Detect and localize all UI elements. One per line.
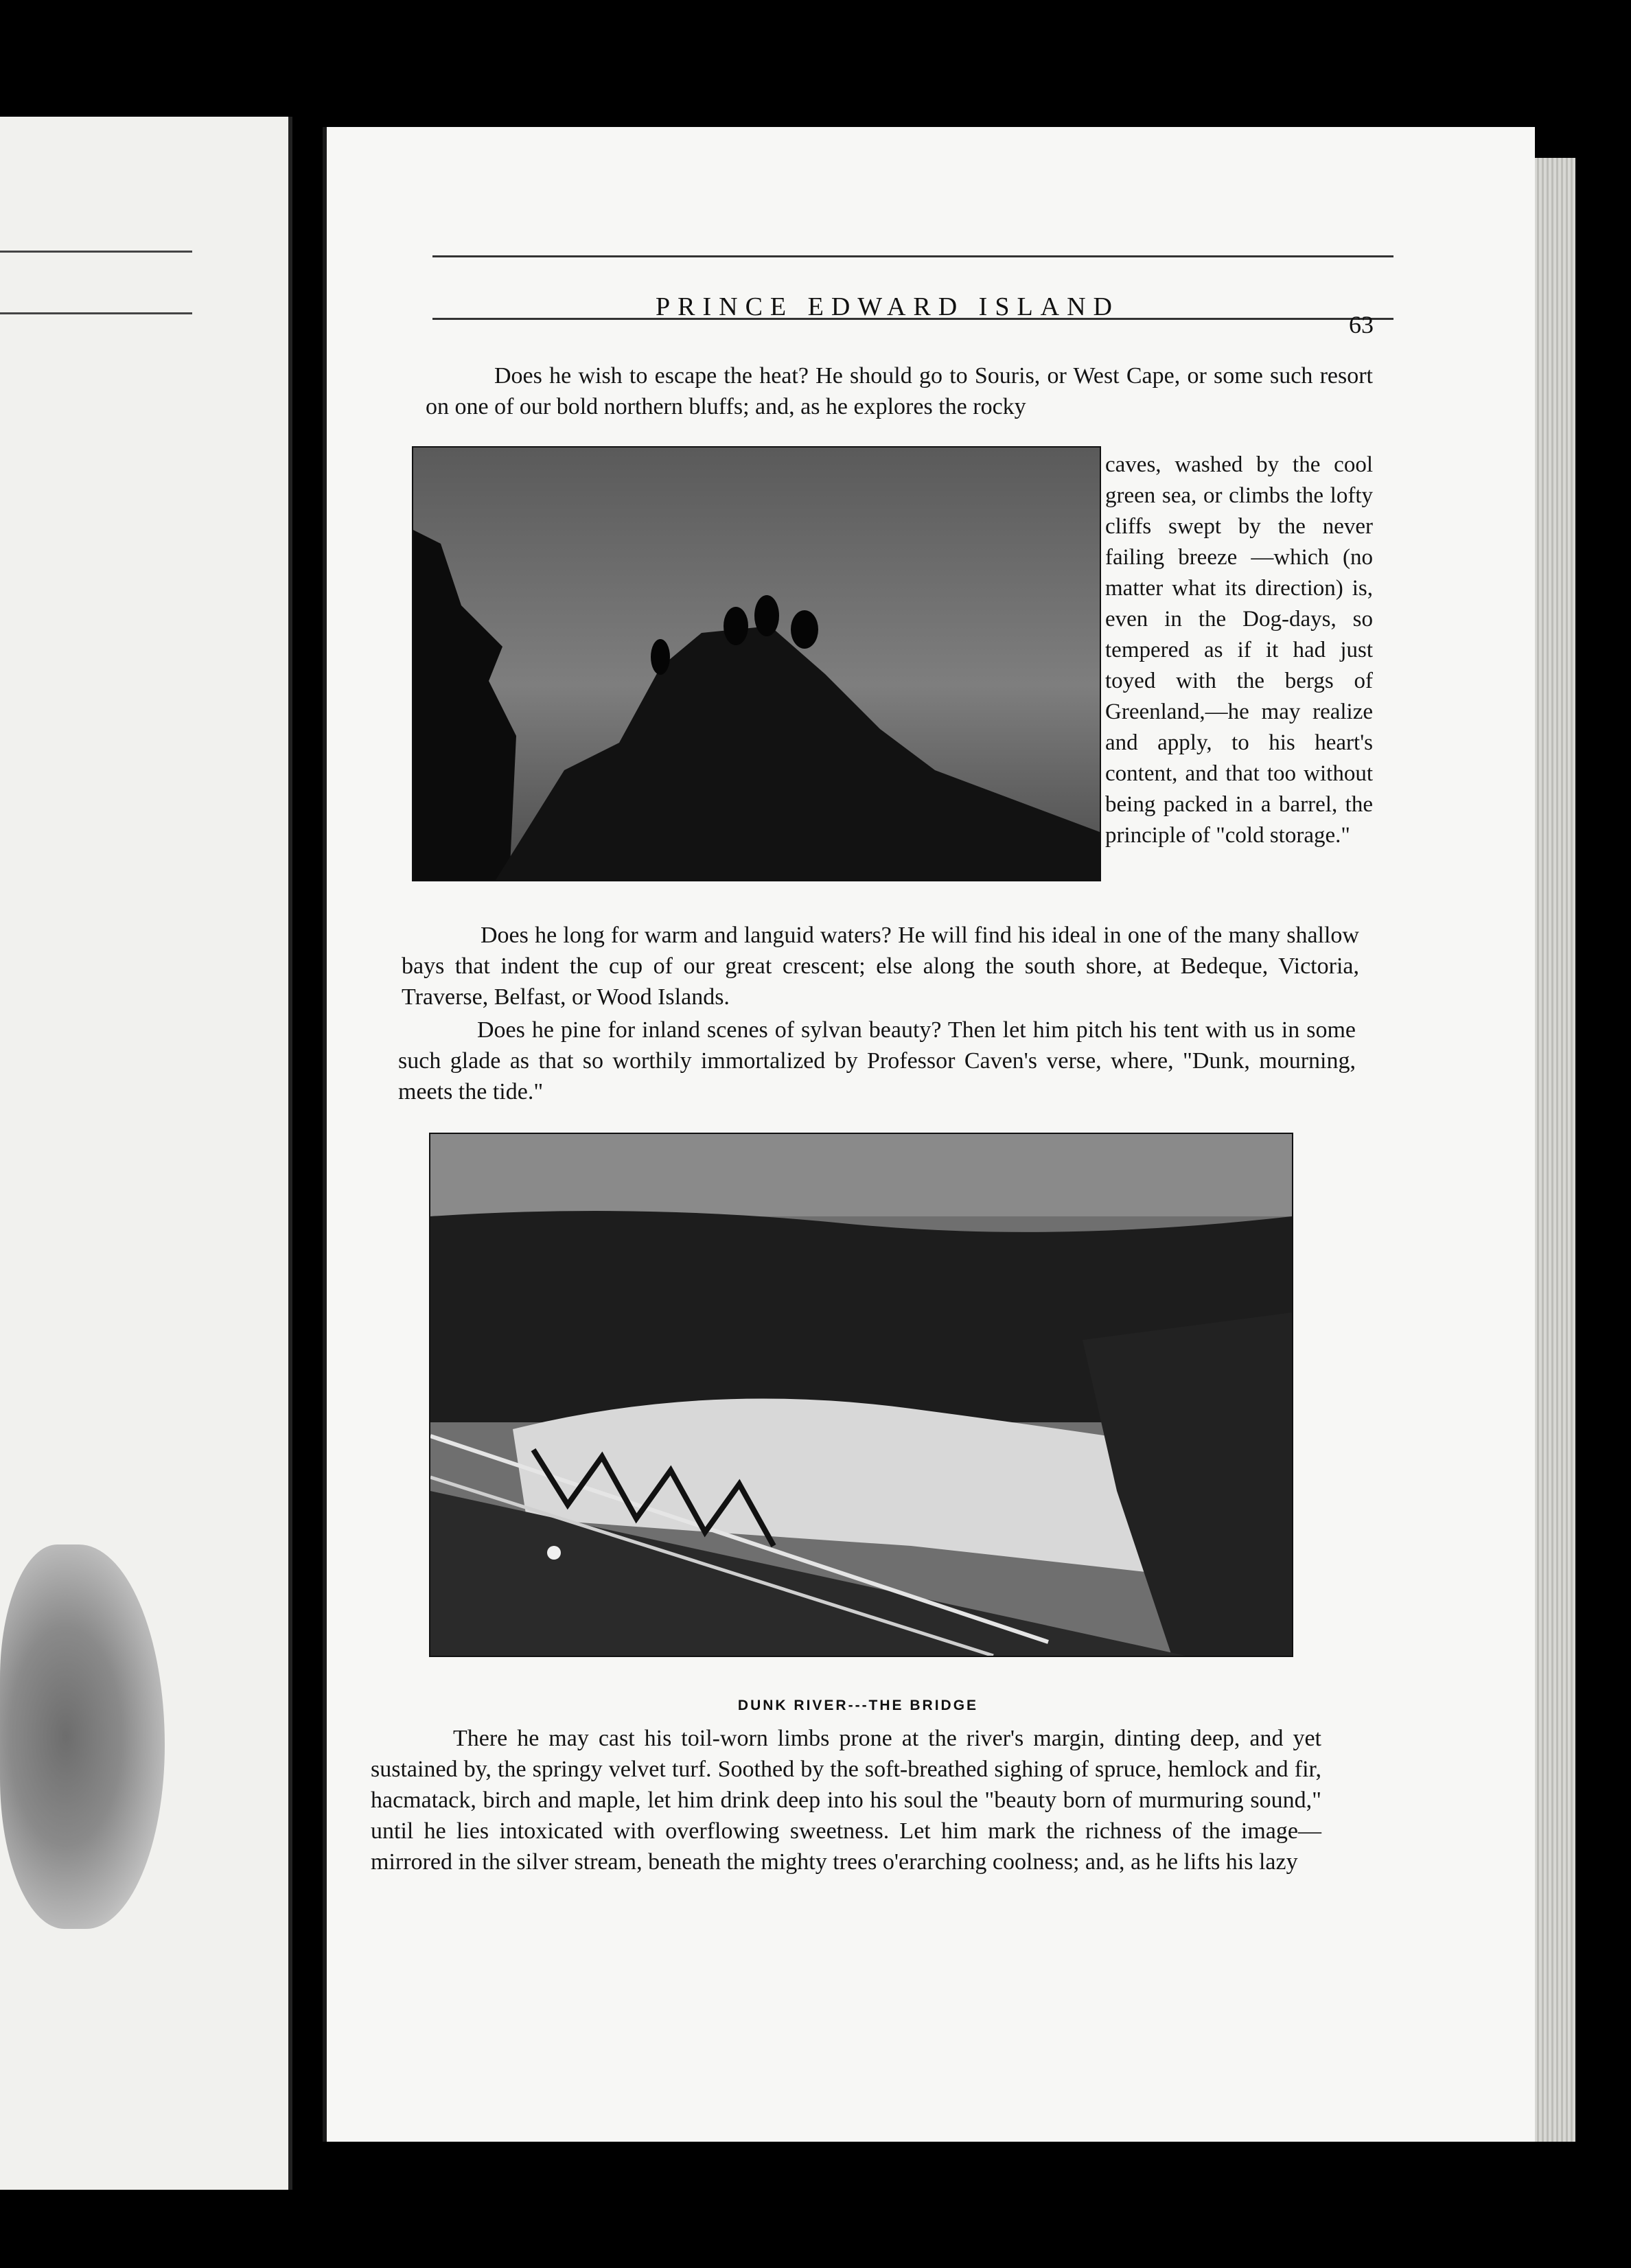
page-number: 63 xyxy=(1349,311,1374,338)
paragraph-river-margin: There he may cast his toil-worn limbs prone at the river's margin, dinting deep, and yet sustained by, the springy velvet turf. Soothed by the soft-breathed sighing of spruce, hemlock and fir, hacmatack, birch and maple, let him drink deep into his soul the "beauty born of murmuring sound," until he lies intoxicated with overflowing sweetness. Let him mark the richness of the image—mirrored in the silver stream, beneath the mighty trees o'erarching coolness; and, as he lifts his lazy xyxy=(371,1726,1321,1875)
paragraph-wrap-text: caves, washed by the cool green sea, or climbs the lofty cliffs swept by the never failing breeze —which (no matter what its direction) is, even in the Dog-days, so tempered as if it had just toyed with the bergs of Greenland,—he may realize and apply, to his heart's content, and that too without being packed in a barrel, the principle of "cold storage." xyxy=(1105,452,1373,848)
left-page xyxy=(0,117,292,2190)
header-rule-top xyxy=(432,255,1393,257)
paragraph-warm-waters: Does he long for warm and languid waters? He will find his ideal in one of the many shallow bays that indent the cup of our great crescent; else along the south shore, at Bedeque, Victoria, Traverse, Belfast, or Wood Islands. xyxy=(402,923,1359,1010)
paragraph-escape-heat: Does he wish to escape the heat? He should go to Souris, or West Cape, or some such resort on one of our bold northern bluffs; and, as he explores the rocky xyxy=(426,363,1373,419)
bridge-photo-image xyxy=(430,1134,1292,1656)
left-page-rule xyxy=(0,251,192,253)
cliff-photo-image xyxy=(413,448,1100,880)
left-page-rule xyxy=(0,312,192,314)
water-stain xyxy=(0,1544,165,1929)
bridge-photograph xyxy=(429,1133,1293,1657)
paragraph-sylvan-beauty: Does he pine for inland scenes of sylvan beauty? Then let him pitch his tent with us in some such glade as that so worthily immortalized by Professor Caven's verse, where, "Dunk, mourning, meets the tide." xyxy=(398,1017,1356,1104)
figure-caption: DUNK RIVER---THE BRIDGE xyxy=(737,1698,979,1713)
cliff-photograph xyxy=(412,446,1101,881)
running-head: PRINCE EDWARD ISLAND xyxy=(656,292,1120,321)
